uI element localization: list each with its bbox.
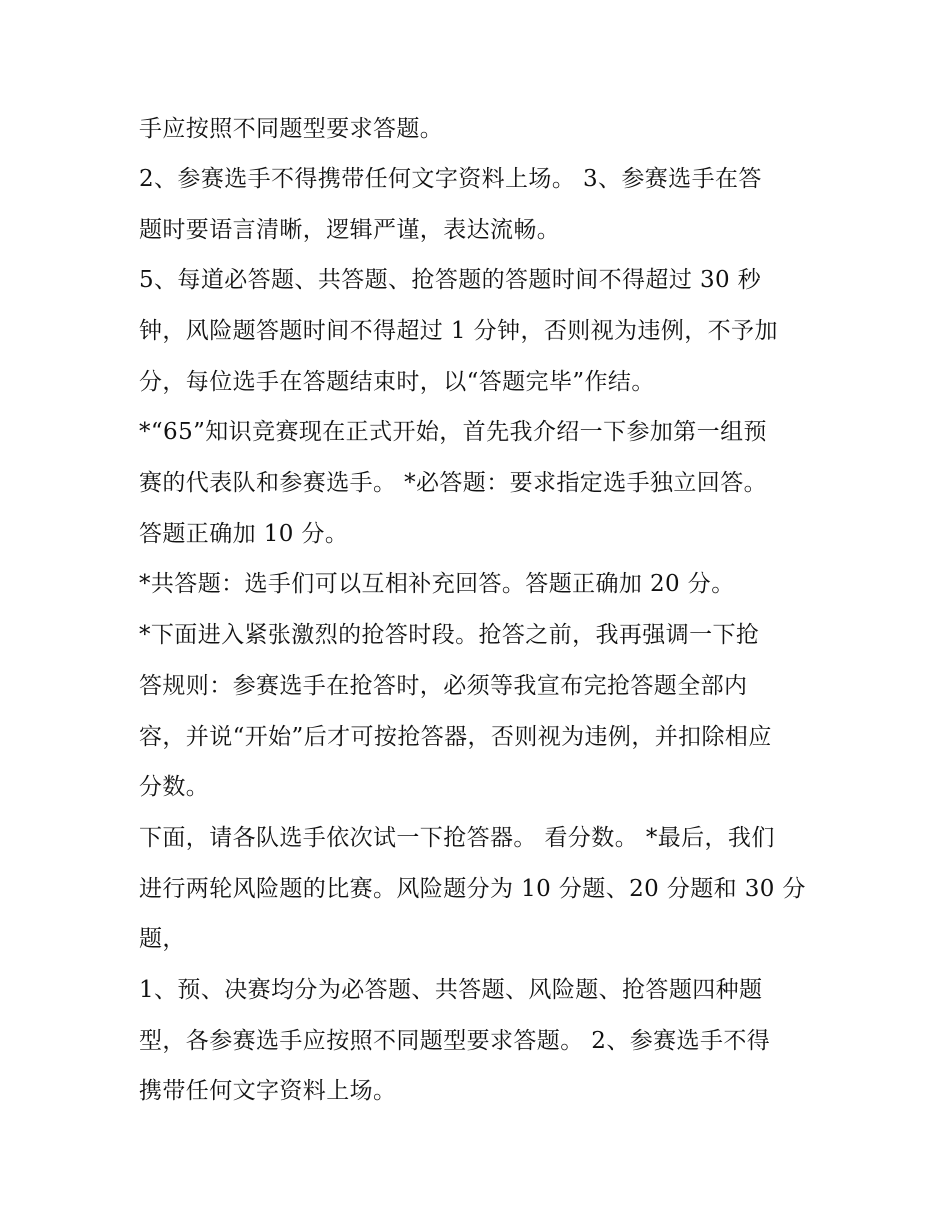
text-line: 分数。 [139,774,210,800]
text-line: 下面，请各队选手依次试一下抢答器。 看分数。 *最后，我们 [139,825,775,851]
text-line: 分，每位选手在答题结束时，以“答题完毕”作结。 [139,369,655,395]
text-line: 2、参赛选手不得携带任何文字资料上场。 3、参赛选手在答 [139,166,762,192]
text-line: *下面进入紧张激烈的抢答时段。抢答之前，我再强调一下抢 [139,622,760,648]
text-line: 1、预、决赛均分为必答题、共答题、风险题、抢答题四种题 [139,977,763,1003]
text-line: 钟，风险题答题时间不得超过 1 分钟，否则视为违例，不予加 [139,318,778,344]
text-line: *共答题：选手们可以互相补充回答。答题正确加 20 分。 [139,571,735,597]
text-line: 进行两轮风险题的比赛。风险题分为 10 分题、20 分题和 30 分 [139,876,806,902]
text-line: 赛的代表队和参赛选手。 *必答题：要求指定选手独立回答。 [139,470,768,496]
text-line: 题， [139,926,186,952]
text-line: 答规则：参赛选手在抢答时，必须等我宣布完抢答题全部内 [139,673,748,699]
text-line: 型，各参赛选手应按照不同题型要求答题。 2、参赛选手不得 [139,1028,771,1054]
text-line: 容，并说“开始”后才可按抢答器，否则视为违例，并扣除相应 [139,724,772,750]
text-line: 答题正确加 10 分。 [139,521,349,547]
text-line: 5、每道必答题、共答题、抢答题的答题时间不得超过 30 秒 [139,267,762,293]
text-line: 携带任何文字资料上场。 [139,1078,397,1104]
text-line: 题时要语言清晰，逻辑严谨，表达流畅。 [139,217,561,243]
text-line: 手应按照不同题型要求答题。 [139,116,444,142]
text-line: *“65”知识竞赛现在正式开始，首先我介绍一下参加第一组预 [139,419,767,445]
